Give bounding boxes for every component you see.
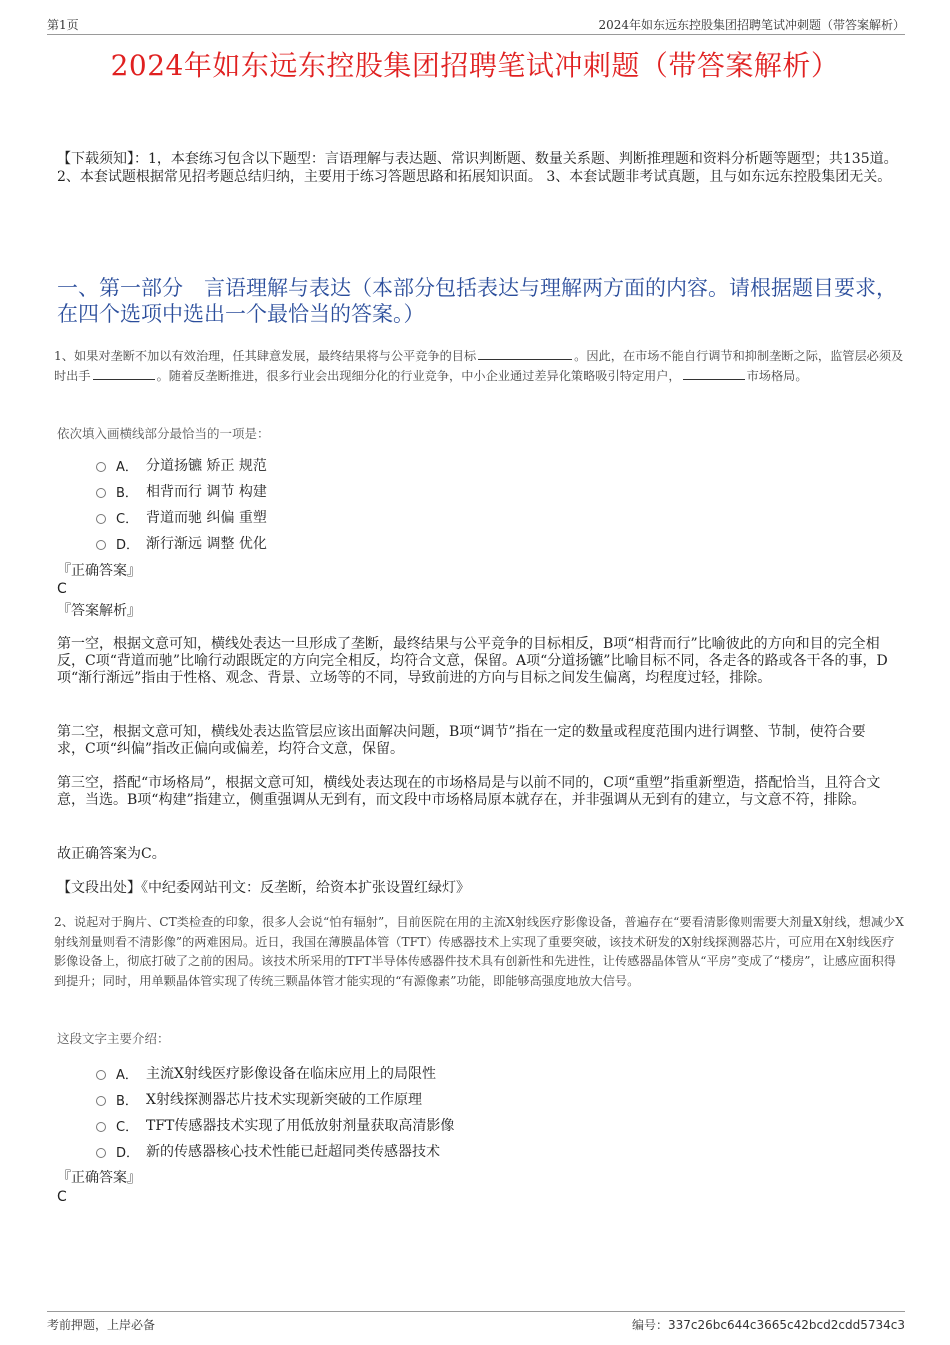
option-d[interactable] xyxy=(96,530,267,556)
answer-value: C xyxy=(57,581,67,597)
radio-icon[interactable] xyxy=(96,540,106,550)
option-letter: D． xyxy=(116,537,140,553)
option-text: 新的传感器核心技术性能已赶超同类传感器技术 xyxy=(146,1144,440,1160)
page-number: 第1页 xyxy=(47,18,79,32)
question-1-prompt: 依次填入画横线部分最恰当的一项是： xyxy=(57,426,270,441)
option-text: 相背而行 调节 构建 xyxy=(146,484,267,500)
radio-icon[interactable] xyxy=(96,1122,106,1132)
answer-value: C xyxy=(57,1189,67,1205)
analysis-paragraph: 第一空，根据文意可知，横线处表达一旦形成了垄断，最终结果与公平竞争的目标相反，B项“相背而行”比喻彼此的方向和目的完全相反，C项“背道而驰”比喻行动跟既定的方向完全相反，均符合文意，保留。A项“分道扬镳”比喻目标不同，各走各的路或各干各的事，D项“渐行渐远”指由于性格、观念、背景、立场等的不同，导致前进的方向与目标之间发生偏离，均程度过轻，排除。 xyxy=(57,636,888,686)
question-2-options xyxy=(96,1060,454,1164)
page-footer xyxy=(47,1311,905,1334)
radio-icon[interactable] xyxy=(96,488,106,498)
fill-blank-2 xyxy=(93,367,155,380)
header-doc-title: 2024年如东远东控股集团招聘笔试冲刺题（带答案解析） xyxy=(598,18,905,32)
source-citation: 【文段出处】《中纪委网站刊文：反垄断，给资本扩张设置红绿灯》 xyxy=(57,880,470,896)
doc-id-label: 编号： xyxy=(632,1318,669,1332)
answer-label: 『正确答案』 xyxy=(57,563,141,579)
doc-id-code: 337c26bc644c3665c42bcd2cdd5734c3 xyxy=(668,1318,905,1332)
question-2-prompt: 这段文字主要介绍： xyxy=(57,1031,170,1046)
option-letter: A． xyxy=(116,1067,138,1083)
option-b[interactable] xyxy=(96,1086,454,1112)
radio-icon[interactable] xyxy=(96,1070,106,1080)
question-1-part-3: 。随着反垄断推进，很多行业会出现细分化的行业竞争，中小企业通过差异化策略吸引特定用户， xyxy=(156,369,681,383)
option-c[interactable] xyxy=(96,504,267,530)
fill-blank-1 xyxy=(478,347,572,360)
option-letter: D． xyxy=(116,1145,140,1161)
option-a[interactable] xyxy=(96,1060,454,1086)
radio-icon[interactable] xyxy=(96,462,106,472)
option-text: X射线探测器芯片技术实现新突破的工作原理 xyxy=(146,1092,422,1108)
question-1-part-2: 。因此，在市场不能自行调节和抑制垄断之际，监管层必须及时出手 xyxy=(54,349,904,383)
page-header xyxy=(47,14,905,35)
option-text: TFT传感器技术实现了用低放射剂量获取高清影像 xyxy=(146,1118,455,1134)
download-notice: 【下载须知】：1，本套练习包含以下题型：言语理解与表达题、常识判断题、数量关系题、判断推理题和资料分析题等题型；共135道。 2、本套试题根据常见招考题总结归纳，主要用于练习答题思路和拓展知识面。 3、本套试题非考试真题，且与如东远东控股集团无关。 xyxy=(57,151,898,185)
option-b[interactable] xyxy=(96,478,267,504)
option-c[interactable] xyxy=(96,1112,454,1138)
option-d[interactable] xyxy=(96,1138,454,1164)
fill-blank-3 xyxy=(683,367,745,380)
radio-icon[interactable] xyxy=(96,1096,106,1106)
radio-icon[interactable] xyxy=(96,514,106,524)
question-1-options xyxy=(96,452,267,556)
radio-icon[interactable] xyxy=(96,1148,106,1158)
analysis-label: 『答案解析』 xyxy=(57,603,141,619)
option-text: 背道而驰 纠偏 重塑 xyxy=(146,510,267,526)
analysis-conclusion: 故正确答案为C。 xyxy=(57,846,166,862)
option-a[interactable] xyxy=(96,452,267,478)
footer-doc-id xyxy=(632,1316,905,1333)
section-heading: 一、第一部分 言语理解与表达（本部分包括表达与理解两方面的内容。请根据题目要求，在四个选项中选出一个最恰当的答案。） xyxy=(57,276,897,326)
option-text: 分道扬镳 矫正 规范 xyxy=(146,458,267,474)
option-text: 主流X射线医疗影像设备在临床应用上的局限性 xyxy=(146,1066,436,1082)
option-letter: A． xyxy=(116,459,138,475)
analysis-paragraph: 第三空，搭配“市场格局”，根据文意可知，横线处表达现在的市场格局是与以前不同的，C项“重塑”指重新塑造，搭配恰当，且符合文意，当选。B项“构建”指建立，侧重强调从无到有，而文段中市场格局原本就存在，并非强调从无到有的建立，与文意不符，排除。 xyxy=(57,775,881,808)
analysis-paragraph: 第二空，根据文意可知，横线处表达监管层应该出面解决问题，B项“调节”指在一定的数量或程度范围内进行调整、节制，使符合要求，C项“纠偏”指改正偏向或偏差，均符合文意，保留。 xyxy=(57,724,866,757)
option-letter: C． xyxy=(116,1119,139,1135)
option-letter: B． xyxy=(116,485,138,501)
option-text: 渐行渐远 调整 优化 xyxy=(146,536,267,552)
question-2-text: 2、说起对于胸片、CT类检查的印象，很多人会说“怕有辐射”，目前医院在用的主流X射线医疗影像设备，普遍存在“要看清影像则需要大剂量X射线，想减少X射线剂量则看不清影像”的两难困局。近日，我国在薄膜晶体管（TFT）传感器技术上实现了重要突破，该技术研发的X射线探测器芯片，可应用在X射线医疗影像设备上，彻底打破了之前的困局。该技术所采用的TFT半导体传感器件技术具有创新性和先进性，让传感器晶体管从“平房”变成了“楼房”，让感应面积得到提升；同时，用单颗晶体管实现了传统三颗晶体管才能实现的“有源像素”功能，即能够高强度地放大信号。 xyxy=(54,915,904,988)
answer-label: 『正确答案』 xyxy=(57,1170,141,1186)
question-1-text xyxy=(54,346,904,386)
option-letter: B． xyxy=(116,1093,138,1109)
footer-slogan: 考前押题，上岸必备 xyxy=(47,1318,156,1332)
option-letter: C． xyxy=(116,511,139,527)
question-1-part-4: 市场格局。 xyxy=(746,369,808,383)
question-1-part-1: 1、如果对垄断不加以有效治理，任其肆意发展，最终结果将与公平竞争的目标 xyxy=(54,349,477,363)
page-title: 2024年如东远东控股集团招聘笔试冲刺题（带答案解析） xyxy=(110,49,840,82)
